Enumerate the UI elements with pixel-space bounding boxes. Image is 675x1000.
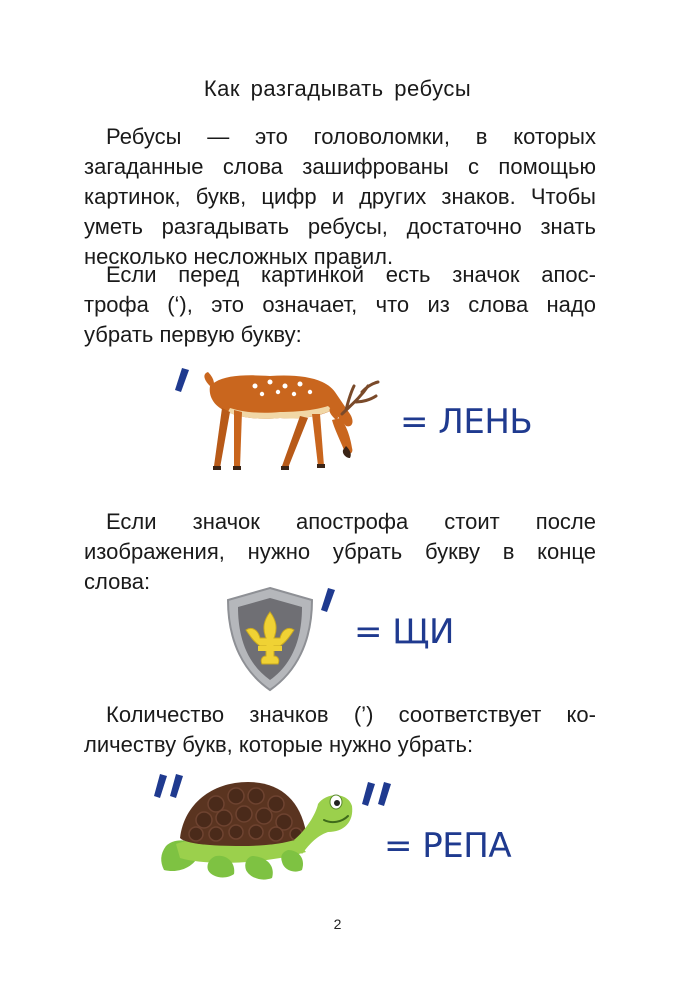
text-line: Количество значков (’) соответствует ко- <box>106 702 596 727</box>
text-line: личеству букв, которые нужно убрать: <box>84 732 474 757</box>
text-line: трофа (‘), это означает, что из слова надо <box>84 292 596 317</box>
answer-shchi: = ЩИ <box>354 612 454 652</box>
rule2-paragraph <box>84 507 596 597</box>
page-title: Как разгадывать ребусы <box>203 76 472 101</box>
text-line: уметь разгадывать ребусы, достаточно знать <box>84 214 596 239</box>
text-line: Если перед картинкой есть значок апос- <box>106 262 596 287</box>
text-line: картинок, букв, цифр и других знаков. Чтобы <box>84 184 596 209</box>
text-line: Ребусы — это головоломки, в которых <box>106 124 596 149</box>
text-line: несколько несложных правил. <box>84 244 394 269</box>
shield-icon <box>224 586 316 692</box>
apostrophe-icon <box>360 780 396 810</box>
deer-icon <box>200 362 390 482</box>
answer-len: = ЛЕНЬ <box>400 402 533 442</box>
page-number: 2 <box>333 916 342 932</box>
turtle-icon <box>156 774 356 884</box>
text-line: изображения, нужно убрать букву в конце <box>84 539 596 564</box>
answer-repa: = РЕПА <box>384 826 512 866</box>
apostrophe-icon <box>318 586 338 616</box>
intro-paragraph <box>84 122 596 272</box>
text-line: убрать первую букву: <box>84 322 302 347</box>
text-line: слова: <box>84 569 151 594</box>
text-line: Если значок апострофа стоит после <box>106 509 596 534</box>
apostrophe-icon <box>172 366 192 396</box>
text-line: загаданные слова зашифрованы с помощью <box>84 154 596 179</box>
rule1-paragraph <box>84 260 596 350</box>
rule3-paragraph <box>84 700 596 760</box>
